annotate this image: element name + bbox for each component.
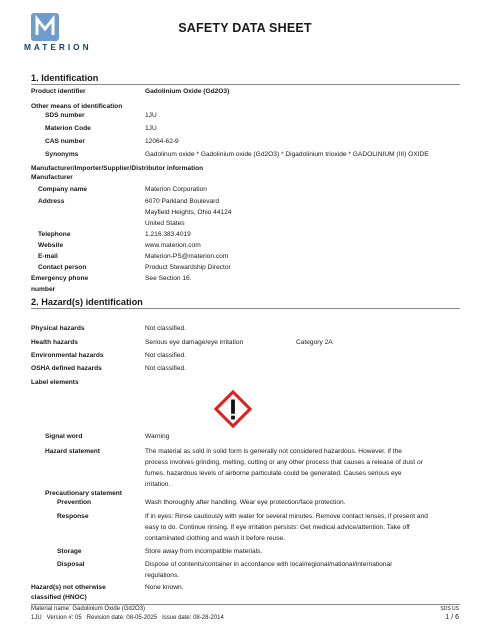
health-hazards-category: Category 2A: [296, 339, 333, 346]
signal-word-label: Signal word: [45, 433, 83, 440]
document-title: SAFETY DATA SHEET: [178, 21, 312, 35]
environmental-hazards-value: Not classified.: [145, 352, 187, 359]
environmental-hazards-label: Environmental hazards: [31, 352, 104, 359]
disposal-line: regulations.: [145, 572, 180, 579]
prevention-label: Prevention: [57, 499, 92, 506]
sds-number-label: SDS number: [45, 112, 85, 119]
manufacturer-header: Manufacturer/Importer/Supplier/Distributor information: [31, 165, 204, 172]
osha-hazards-value: Not classified.: [145, 365, 187, 372]
materion-code-value: 1JU: [145, 125, 157, 132]
footer-divider: [31, 604, 460, 605]
email-link[interactable]: Materion-PS@materion.com: [145, 253, 229, 260]
hazard-statement-line: fumes, hazardous levels of airborne particulate could be generated. Causes serious eye: [145, 470, 402, 477]
address-line: United States: [145, 220, 185, 227]
health-hazards-label: Health hazards: [31, 339, 78, 346]
materion-logo-icon: [31, 13, 59, 41]
disposal-line: Dispose of contents/container in accordance with local/regional/national/international: [145, 561, 392, 568]
address-line: Mayfield Heights, Ohio 44124: [145, 209, 232, 216]
exclamation-mark-pictogram-icon: [214, 390, 252, 428]
section-2-title: 2. Hazard(s) identification: [31, 297, 143, 307]
osha-hazards-label: OSHA defined hazards: [31, 365, 102, 372]
product-identifier-label: Product identifier: [31, 88, 86, 95]
hnoc-label: Hazard(s) not otherwise: [31, 584, 106, 591]
disposal-label: Disposal: [57, 561, 85, 568]
response-line: contaminated clothing and wash it before reuse.: [145, 535, 286, 542]
product-identifier-value: Gadolinium Oxide (Gd2O3): [145, 88, 230, 95]
emergency-phone-label: Emergency phone: [31, 275, 89, 282]
hnoc-value: None known.: [145, 584, 184, 591]
telephone-value: 1.216.383.4019: [145, 231, 191, 238]
contact-person-label: Contact person: [38, 264, 87, 271]
synonyms-value: Gadolinum oxide * Gadolinium oxide (Gd2O3) * Digadolinium trioxide * GADOLINIUM (III) OXIDE: [145, 151, 429, 158]
hazard-statement-label: Hazard statement: [45, 448, 100, 455]
label-elements-label: Label elements: [31, 379, 79, 386]
company-logo-text: MATERION: [24, 42, 92, 52]
contact-person-value: Product Stewardship Director: [145, 264, 231, 271]
telephone-label: Telephone: [38, 231, 71, 238]
website-link[interactable]: www.materion.com: [145, 242, 201, 249]
sds-number-value: 1JU: [145, 112, 157, 119]
address-line: 6070 Parkland Boulevard: [145, 198, 220, 205]
manufacturer-label: Manufacturer: [31, 174, 73, 181]
hnoc-label-2: classified (HNOC): [31, 594, 87, 601]
materion-code-label: Materion Code: [45, 125, 91, 132]
footer-version-line: 1JU Version #: 05 Revision date: 08-05-2025 Issue date: 08-28-2014: [31, 615, 224, 621]
synonyms-label: Synonyms: [45, 151, 79, 158]
physical-hazards-label: Physical hazards: [31, 325, 85, 332]
response-line: easy to do. Continue rinsing. If eye irritation persists: Get medical advice/attention. Take off: [145, 524, 410, 531]
precautionary-statement-label: Precautionary statement: [45, 490, 122, 497]
company-name-value: Materion Corporation: [145, 186, 207, 193]
company-name-label: Company name: [38, 186, 88, 193]
footer-material-name: Material name: Gadolinium Oxide (Gd2O3): [31, 606, 146, 612]
footer-region: SDS US: [440, 606, 459, 612]
prevention-value: Wash thoroughly after handling. Wear eye protection/face protection.: [145, 499, 346, 506]
hazard-statement-line: process involves grinding, melting, cutting or any other process that causes a release of dust or: [145, 459, 423, 466]
footer-page-number: 1 / 6: [445, 614, 459, 621]
section-divider: [31, 84, 460, 85]
response-line: If in eyes: Rinse cautiously with water for several minutes. Remove contact lenses, if present and: [145, 513, 428, 520]
signal-word-value: Warning: [145, 433, 170, 440]
storage-value: Store away from incompatible materials.: [145, 548, 263, 555]
hazard-statement-line: The material as sold in solid form is generally not considered hazardous. However, if the: [145, 448, 402, 455]
other-means-label: Other means of identification: [31, 103, 123, 110]
storage-label: Storage: [57, 548, 82, 555]
emergency-phone-value: See Section 16.: [145, 275, 192, 282]
emergency-phone-label-2: number: [31, 286, 56, 293]
physical-hazards-value: Not classified.: [145, 325, 187, 332]
hazard-statement-line: irritation.: [145, 481, 171, 488]
website-label: Website: [38, 242, 64, 249]
section-divider: [31, 308, 460, 309]
cas-number-label: CAS number: [45, 138, 85, 145]
health-hazards-value: Serious eye damage/eye irritation: [145, 339, 244, 346]
cas-number-value: 12064-62-9: [145, 138, 179, 145]
section-1-title: 1. Identification: [31, 73, 99, 83]
address-label: Address: [38, 198, 65, 205]
response-label: Response: [57, 513, 89, 520]
email-label: E-mail: [38, 253, 58, 260]
